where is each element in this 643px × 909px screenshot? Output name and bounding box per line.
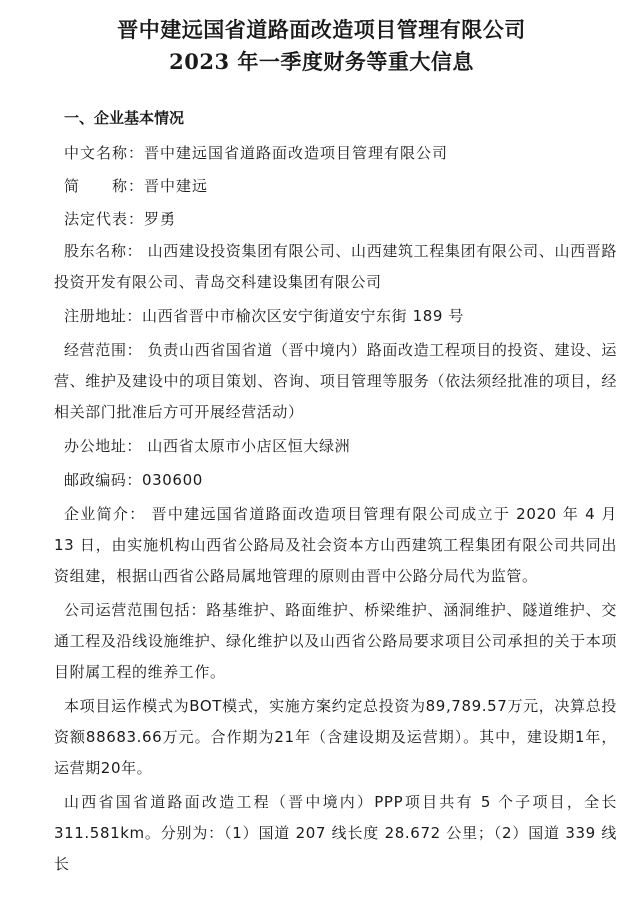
chinese-name-row: 中文名称：晋中建远国省道路面改造项目管理有限公司: [64, 144, 449, 162]
legal-rep-row: 法定代表：罗勇: [64, 210, 177, 228]
short-name-value: 晋中建远: [144, 177, 209, 195]
company-intro-paragraph: 企业简介： 晋中建远国省道路面改造项目管理有限公司成立于 2020 年 4 月 13 日，由实施机构山西省公路局及社会资本方山西建筑工程集团有限公司共同出资组建，根据山西省公路局属地管理的原则由晋中公路分局代为监管。: [54, 505, 617, 585]
ppp-project-paragraph: 山西省国省道路面改造工程（晋中境内）PPP项目共有 5 个子项目，全长 311.581km。分别为：（1）国道 207 线长度 28.672 公里；（2）国道 339 线长: [54, 793, 617, 873]
section-heading-basic-info: 一、企业基本情况: [64, 109, 185, 127]
business-scope-paragraph: 经营范围： 负责山西省国省道（晋中境内）路面改造工程项目的投资、建设、运营、维护及建设中的项目策划、咨询、项目管理等服务（依法须经批准的项目，经相关部门批准后方可开展经营活动）: [54, 341, 617, 421]
postal-code-paragraph: 邮政编码：030600: [64, 471, 203, 489]
short-name-label: 简 称：: [64, 177, 145, 195]
short-name-row: [64, 175, 617, 197]
office-address-paragraph: 办公地址： 山西省太原市小店区恒大绿洲: [64, 437, 351, 455]
registered-address-paragraph: 注册地址：山西省晋中市榆次区安宁街道安宁东街 189 号: [64, 307, 464, 325]
document-title-line-1: 晋中建远国省道路面改造项目管理有限公司: [117, 17, 526, 42]
operation-scope-paragraph: 公司运营范围包括：路基维护、路面维护、桥梁维护、涵洞维护、隧道维护、交通工程及沿线设施维护、绿化维护以及山西省公路局要求项目公司承担的关于本项目附属工程的维养工作。: [54, 601, 617, 681]
shareholders-paragraph: 股东名称： 山西建设投资集团有限公司、山西建筑工程集团有限公司、山西晋路投资开发有限公司、青岛交科建设集团有限公司: [54, 242, 617, 291]
project-model-paragraph: 本项目运作模式为BOT模式，实施方案约定总投资为89,789.57万元，决算总投资额88683.66万元。合作期为21年（含建设期及运营期）。其中，建设期1年，运营期20年。: [54, 697, 617, 777]
document-title-line-2: 2023 年一季度财务等重大信息: [169, 49, 474, 74]
